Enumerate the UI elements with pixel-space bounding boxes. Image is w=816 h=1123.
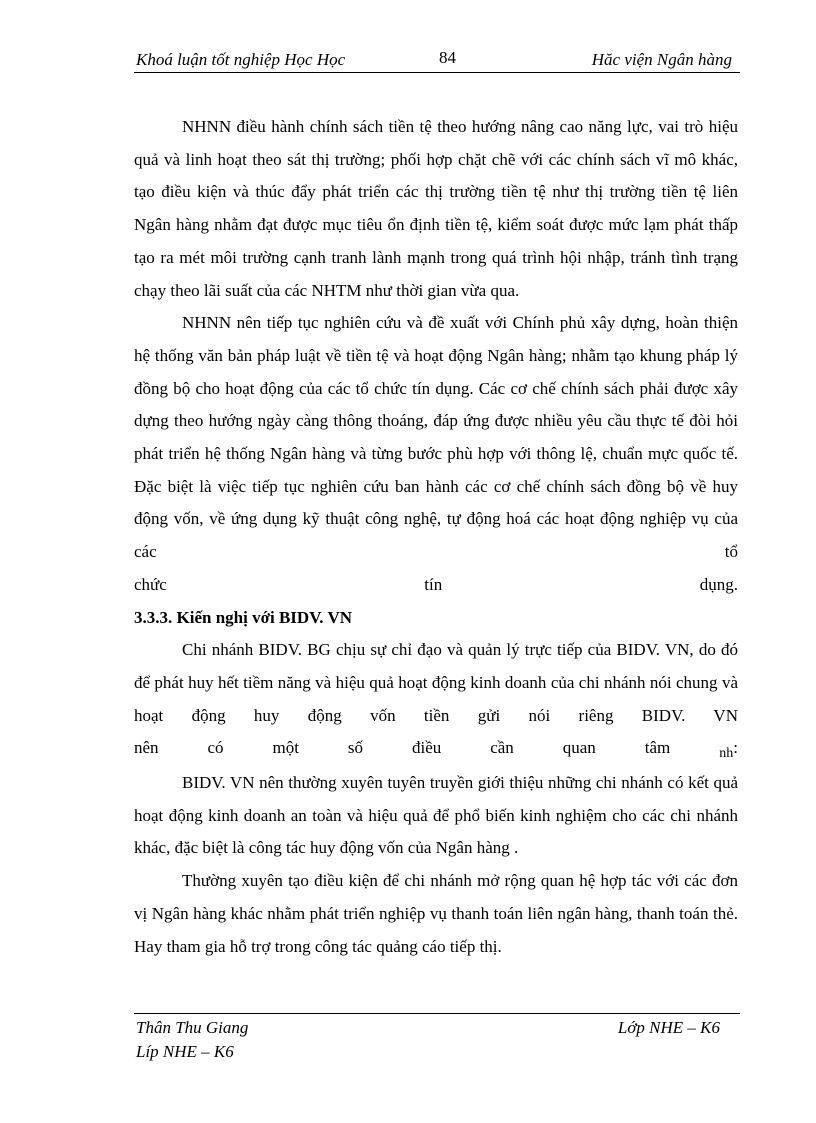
word: số — [347, 738, 364, 758]
word: cần — [490, 738, 514, 758]
word: chức — [134, 574, 167, 594]
word: quan — [562, 738, 596, 758]
word-colon: : — [733, 738, 738, 758]
word: có — [207, 738, 224, 758]
page-body — [134, 111, 738, 963]
word: nên — [134, 738, 159, 758]
header-page-number: 84 — [439, 48, 456, 67]
word: tâm — [644, 738, 671, 758]
word-fragment: nh — [719, 746, 734, 762]
section-heading: 3.3.3. Kiến nghị với BIDV. VN — [134, 607, 353, 627]
paragraph: NHNN điều hành chính sách tiền tệ theo hướng nâng cao năng lực, vai trò hiệu quả và linh hoạt theo sát thị trường; phối hợp chặt chẽ với các chính sách vĩ mô khác, tạo điều kiện và thúc đẩy phát triển các thị trường tiền tệ như thị trường tiền tệ liên Ngân hàng nhằm đạt được mục tiêu ổn định tiền tệ, kiểm soát được mức lạm phát thấp tạo ra mét môi trường cạnh tranh lành mạnh trong quá trình hội nhập, tránh tình trạng chạy theo lãi suất của các NHTM như thời gian vừa qua. — [134, 117, 738, 300]
paragraph: Thường xuyên tạo điều kiện để chi nhánh mở rộng quan hệ hợp tác với các đơn vị Ngân hàng khác nhằm phát triển nghiệp vụ thanh toán liên ngân hàng, thanh toán thẻ. Hay tham gia hỗ trợ trong công tác quảng cáo tiếp thị. — [134, 871, 738, 956]
header-institution: Hăc viện Ngân hàng — [591, 50, 732, 69]
justified-line — [134, 732, 738, 767]
page-header — [134, 48, 740, 73]
word: tín — [424, 574, 443, 594]
justified-line — [134, 569, 738, 602]
paragraph: BIDV. VN nên thường xuyên tuyên truyền giới thiệu những chi nhánh có kết quả hoạt động kinh doanh an toàn và hiệu quả để phổ biến kinh nghiệm cho các chi nhánh khác, đặc biệt là công tác huy động vốn của Ngân hàng . — [134, 773, 738, 858]
paragraph: Chi nhánh BIDV. BG chịu sự chỉ đạo và quản lý trực tiếp của BIDV. VN, do đó để phát huy hết tiềm năng và hiệu quả hoạt động kinh doanh của chi nhánh nói chung và hoạt động huy động vốn tiền gửi nói riêng BIDV. VN — [134, 640, 738, 725]
word: điều — [411, 738, 442, 758]
footer-class-left: Líp NHE – K6 — [136, 1042, 234, 1061]
header-thesis-title: Khoá luận tốt nghiệp Học Học — [136, 50, 346, 69]
word — [719, 732, 738, 767]
word: dụng. — [699, 574, 738, 594]
paragraph: NHNN nên tiếp tục nghiên cứu và đề xuất với Chính phủ xây dựng, hoàn thiện hệ thống văn bản pháp luật về tiền tệ và hoạt động Ngân hàng; nhằm tạo khung pháp lý đồng bộ cho hoạt động của các tổ chức tín dụng. Các cơ chế chính sách phải được xây dựng theo hướng ngày càng thông thoáng, đáp ứng được nhiều yêu cầu thực tế đòi hỏi phát triển hệ thống Ngân hàng và từng bước phù hợp với thông lệ, chuẩn mực quốc tế. Đặc biệt là việc tiếp tục nghiên cứu ban hành các cơ chế chính sách đồng bộ về huy động vốn, về ứng dụng kỹ thuật công nghệ, tự động hoá các hoạt động nghiệp vụ của các tổ — [134, 313, 738, 562]
word: một — [272, 738, 299, 758]
footer-class-right: Lớp NHE – K6 — [617, 1018, 720, 1037]
footer-rule — [134, 1013, 740, 1014]
footer-author: Thân Thu Giang — [136, 1018, 249, 1037]
